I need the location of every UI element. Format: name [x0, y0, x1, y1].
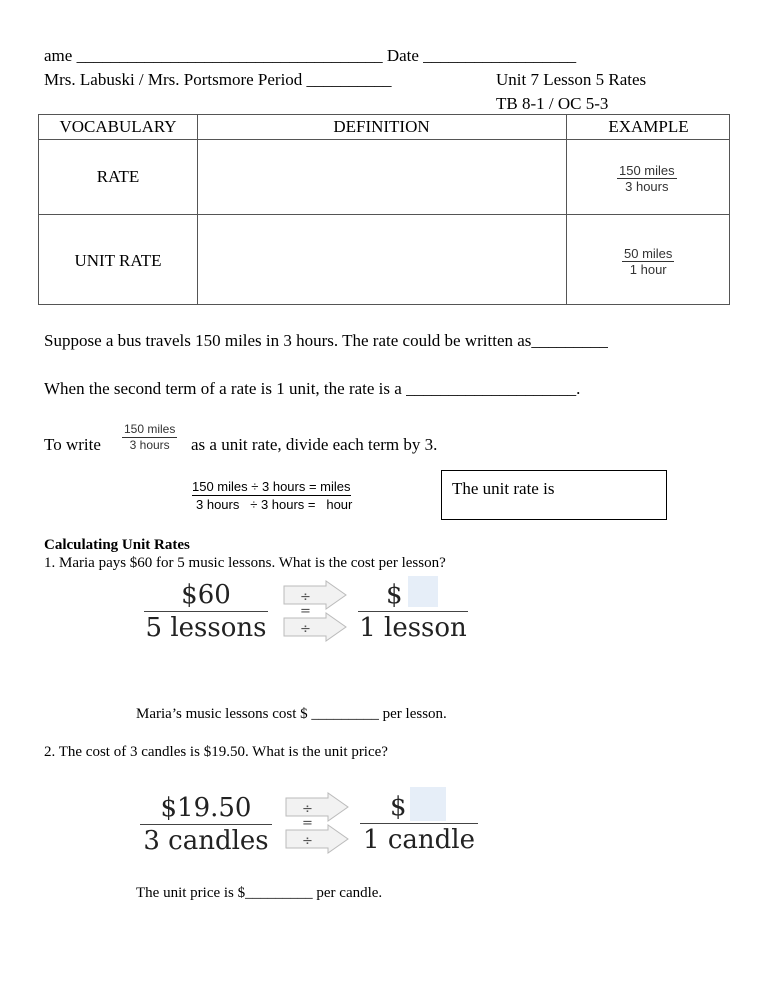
question-2: 2. The cost of 3 candles is $19.50. What is the unit price?	[44, 744, 388, 760]
q2-result-denominator: 1 candle	[363, 825, 475, 855]
header-vocabulary: VOCABULARY	[59, 117, 177, 136]
header-example: EXAMPLE	[608, 117, 689, 136]
lesson-title: Unit 7 Lesson 5 Rates	[496, 70, 647, 89]
q1-answer-sentence[interactable]: Maria’s music lessons cost $ _________ per lesson.	[136, 706, 447, 722]
term-unit-rate: UNIT RATE	[74, 251, 162, 270]
to-write-label: To write	[44, 435, 101, 454]
q2-numerator: $19.50	[160, 793, 252, 823]
division-line-bottom: 3 hours ÷ 3 hours = hour	[196, 497, 353, 512]
header-definition: DEFINITION	[333, 117, 430, 136]
to-write-denominator: 3 hours	[129, 438, 170, 452]
example-rate-numerator: 150 miles	[619, 163, 675, 178]
q1-divide-arrows-icon	[282, 580, 348, 644]
q2-denominator: 3 candles	[143, 826, 269, 856]
q2-result-fraction	[360, 792, 478, 855]
unit-rate-box[interactable]	[441, 470, 667, 520]
definition-rate-field[interactable]	[198, 141, 565, 213]
q1-equals: =	[300, 604, 311, 619]
q1-result-numerator: $	[386, 580, 403, 610]
q2-equals: =	[302, 816, 313, 831]
to-write-numerator: 150 miles	[124, 422, 176, 436]
example-unit-rate-fraction	[622, 246, 674, 277]
unit-rate-box-label: The unit rate is	[452, 479, 555, 498]
q2-answer-sentence[interactable]: The unit price is $_________ per candle.	[136, 885, 383, 901]
q2-divide-top: ÷	[302, 802, 313, 817]
q1-result-denominator: 1 lesson	[359, 613, 467, 643]
division-line-top: 150 miles ÷ 3 hours = miles	[192, 479, 351, 494]
vocabulary-table	[38, 114, 730, 305]
q1-denominator: 5 lessons	[145, 613, 267, 643]
calc-heading: Calculating Unit Rates	[44, 537, 190, 553]
to-write-fraction	[122, 422, 177, 453]
example-unit-rate-denominator: 1 hour	[629, 262, 667, 277]
q1-divide-bottom: ÷	[300, 622, 311, 637]
q2-divide-arrows-icon	[284, 792, 350, 856]
divide-instruction: as a unit rate, divide each term by 3.	[191, 435, 438, 454]
q1-numerator: $60	[181, 580, 231, 610]
q2-divide-bottom: ÷	[302, 834, 313, 849]
example-rate-denominator: 3 hours	[625, 179, 669, 194]
bus-sentence[interactable]: Suppose a bus travels 150 miles in 3 hours. The rate could be written as_________	[44, 331, 608, 350]
lesson-reference: TB 8-1 / OC 5-3	[496, 94, 609, 113]
term-rate: RATE	[96, 167, 140, 186]
example-rate-fraction	[617, 163, 677, 194]
q2-fraction	[140, 793, 272, 856]
q1-result-fraction	[358, 580, 468, 643]
q2-result-numerator: $	[390, 792, 407, 822]
example-unit-rate-numerator: 50 miles	[624, 246, 673, 261]
q1-fraction	[144, 580, 268, 643]
definition-unit-rate-field[interactable]	[198, 216, 565, 304]
unit-rate-sentence[interactable]: When the second term of a rate is 1 unit, the rate is a ____________________.	[44, 379, 581, 398]
name-date-line[interactable]: ame ____________________________________ Date __________________	[44, 46, 577, 65]
q1-divide-top: ÷	[300, 590, 311, 605]
question-1: 1. Maria pays $60 for 5 music lessons. What is the cost per lesson?	[44, 555, 446, 571]
teacher-period-line[interactable]: Mrs. Labuski / Mrs. Portsmore Period __________	[44, 70, 392, 89]
